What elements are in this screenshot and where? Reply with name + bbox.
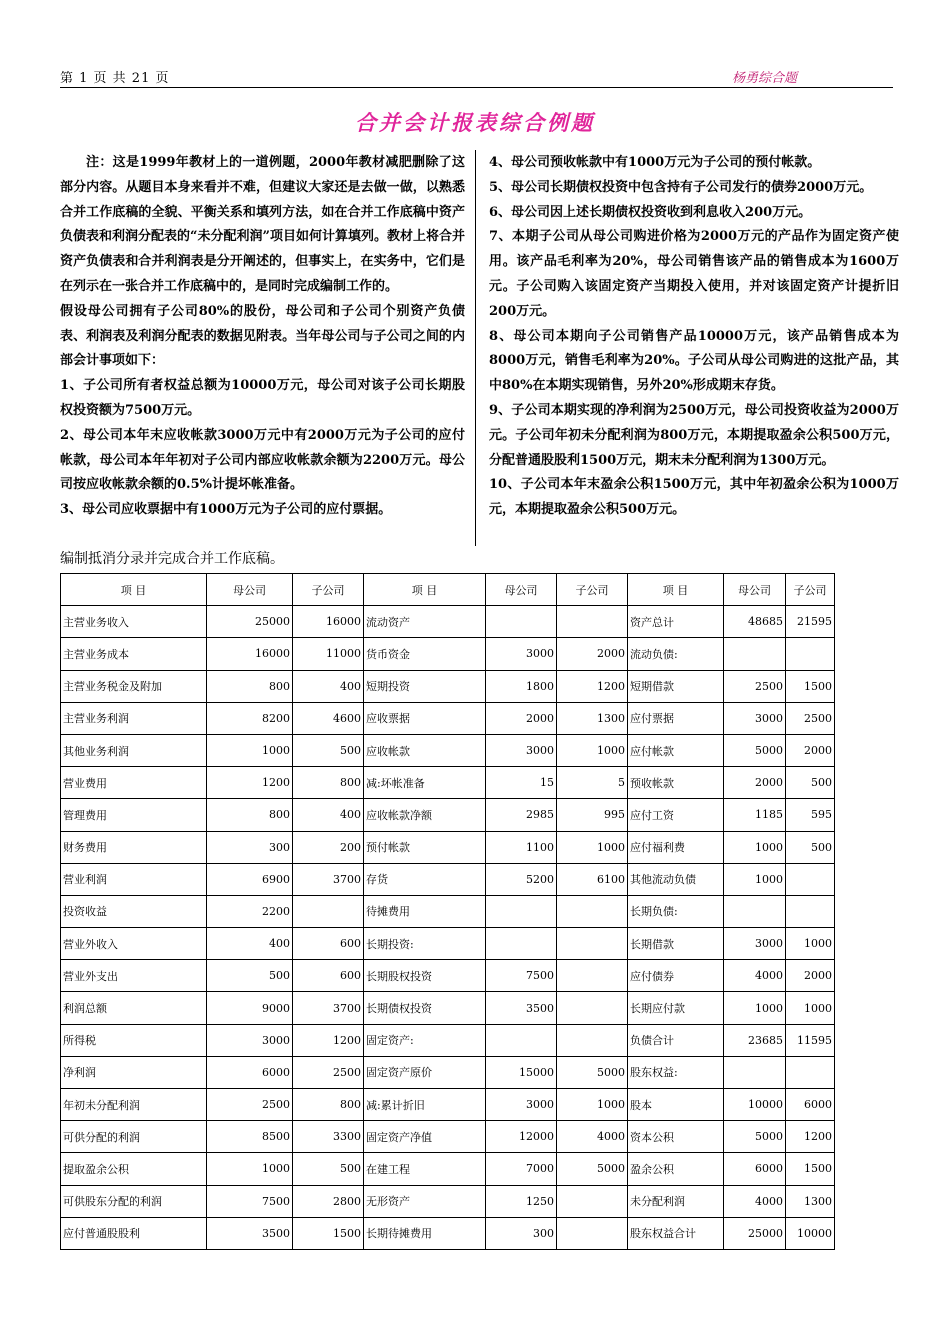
item-name-cell: 短期投资 [364,670,486,702]
amount-cell: 200 [293,831,364,863]
amount-cell: 7000 [486,1153,557,1185]
amount-cell: 400 [293,670,364,702]
amount-cell: 3500 [207,1217,293,1249]
item-name-cell: 营业外收入 [61,928,207,960]
amount-cell: 1000 [786,992,835,1024]
amount-cell: 500 [207,960,293,992]
item-name-cell: 利润总额 [61,992,207,1024]
amount-cell: 600 [293,928,364,960]
amount-cell: 6000 [724,1153,786,1185]
amount-cell: 600 [293,960,364,992]
table-row [61,702,835,734]
amount-cell [557,1217,628,1249]
table-row [61,863,835,895]
item-name-cell: 预付帐款 [364,831,486,863]
item-name-cell: 营业利润 [61,863,207,895]
amount-cell [786,638,835,670]
table-row [61,670,835,702]
amount-cell: 7500 [486,960,557,992]
table-row [61,1217,835,1249]
amount-cell: 16000 [293,606,364,638]
amount-cell: 2000 [786,960,835,992]
amount-cell: 500 [786,767,835,799]
amount-cell: 10000 [724,1089,786,1121]
amount-cell [557,992,628,1024]
amount-cell: 5000 [557,1153,628,1185]
right-column [489,151,899,523]
item-2: 2、母公司本年末应收帐款3000万元中有2000万元为子公司的应付帐款，母公司本年年初对子公司内部应收帐款余额为2200万元。母公司按应收帐款余额的0.5%计提坏帐准备。 [60,427,465,493]
item-name-cell: 资产总计 [628,606,724,638]
amount-cell [557,1024,628,1056]
amount-cell: 21595 [786,606,835,638]
item-name-cell: 减:累计折旧 [364,1089,486,1121]
amount-cell: 400 [207,928,293,960]
table-row [61,767,835,799]
item-name-cell: 长期借款 [628,928,724,960]
amount-cell: 48685 [724,606,786,638]
column-header: 母公司 [724,574,786,606]
item-name-cell: 股东权益合计 [628,1217,724,1249]
amount-cell [724,638,786,670]
amount-cell: 5000 [557,1056,628,1088]
amount-cell [724,1056,786,1088]
item-name-cell: 所得税 [61,1024,207,1056]
amount-cell: 5000 [724,734,786,766]
item-7: 7、本期子公司从母公司购进价格为2000万元的产品作为固定资产使用。该产品毛利率为20%，母公司销售该产品的销售成本为1600万元。子公司购入该固定资产当期投入使用，并对该固定资产计提折旧200万元。 [489,229,899,319]
amount-cell: 1300 [557,702,628,734]
column-header: 项 目 [61,574,207,606]
table-header-row [61,574,835,606]
amount-cell: 6900 [207,863,293,895]
amount-cell [557,928,628,960]
amount-cell [724,895,786,927]
amount-cell: 2500 [786,702,835,734]
amount-cell: 3500 [486,992,557,1024]
amount-cell: 1300 [786,1185,835,1217]
item-name-cell: 减:坏帐准备 [364,767,486,799]
item-name-cell: 流动资产 [364,606,486,638]
table-row [61,1185,835,1217]
item-name-cell: 应付福利费 [628,831,724,863]
amount-cell: 23685 [724,1024,786,1056]
item-name-cell: 长期应付款 [628,992,724,1024]
item-name-cell: 投资收益 [61,895,207,927]
amount-cell: 2000 [486,702,557,734]
amount-cell: 595 [786,799,835,831]
item-5: 5、母公司长期债权投资中包含持有子公司发行的债券2000万元。 [489,179,873,195]
amount-cell: 800 [293,1089,364,1121]
item-name-cell: 股本 [628,1089,724,1121]
amount-cell: 1000 [786,928,835,960]
amount-cell: 1500 [786,1153,835,1185]
item-name-cell: 固定资产净值 [364,1121,486,1153]
item-name-cell: 应收帐款净额 [364,799,486,831]
amount-cell: 11000 [293,638,364,670]
amount-cell: 3700 [293,992,364,1024]
amount-cell [486,606,557,638]
item-name-cell: 长期待摊费用 [364,1217,486,1249]
amount-cell: 1000 [724,992,786,1024]
item-name-cell: 短期借款 [628,670,724,702]
amount-cell: 1000 [724,831,786,863]
item-name-cell: 未分配利润 [628,1185,724,1217]
page-header [60,67,893,88]
amount-cell [786,1056,835,1088]
amount-cell: 3000 [486,638,557,670]
amount-cell: 800 [207,799,293,831]
amount-cell: 3000 [724,928,786,960]
amount-cell: 1100 [486,831,557,863]
item-name-cell: 长期债权投资 [364,992,486,1024]
amount-cell: 4000 [724,960,786,992]
item-name-cell: 预收帐款 [628,767,724,799]
item-name-cell: 营业费用 [61,767,207,799]
item-name-cell: 固定资产原价 [364,1056,486,1088]
amount-cell: 1500 [293,1217,364,1249]
column-header: 子公司 [786,574,835,606]
amount-cell: 2200 [207,895,293,927]
amount-cell: 4000 [724,1185,786,1217]
amount-cell: 5000 [724,1121,786,1153]
item-name-cell: 负债合计 [628,1024,724,1056]
amount-cell: 3700 [293,863,364,895]
amount-cell: 4000 [557,1121,628,1153]
item-name-cell: 营业外支出 [61,960,207,992]
table-row [61,1121,835,1153]
item-name-cell: 提取盈余公积 [61,1153,207,1185]
item-name-cell: 固定资产: [364,1024,486,1056]
item-name-cell: 资本公积 [628,1121,724,1153]
amount-cell: 3000 [486,734,557,766]
item-3: 3、母公司应收票据中有1000万元为子公司的应付票据。 [60,502,392,518]
amount-cell: 2500 [724,670,786,702]
amount-cell: 10000 [786,1217,835,1249]
item-10: 10、子公司本年末盈余公积1500万元，其中年初盈余公积为1000万元，本期提取盈余公积500万元。 [489,477,899,518]
amount-cell: 3000 [724,702,786,734]
table-row [61,1024,835,1056]
item-name-cell: 在建工程 [364,1153,486,1185]
amount-cell: 2800 [293,1185,364,1217]
item-name-cell: 主营业务收入 [61,606,207,638]
amount-cell: 300 [207,831,293,863]
item-name-cell: 无形资产 [364,1185,486,1217]
item-name-cell: 年初未分配利润 [61,1089,207,1121]
item-name-cell: 应收票据 [364,702,486,734]
amount-cell: 15 [486,767,557,799]
item-name-cell: 长期股权投资 [364,960,486,992]
amount-cell [557,895,628,927]
table-row [61,606,835,638]
table-row [61,895,835,927]
item-name-cell: 主营业务利润 [61,702,207,734]
amount-cell: 1200 [786,1121,835,1153]
item-4: 4、母公司预收帐款中有1000万元为子公司的预付帐款。 [489,155,821,170]
amount-cell: 1000 [207,1153,293,1185]
amount-cell [293,895,364,927]
amount-cell: 8200 [207,702,293,734]
column-header: 母公司 [486,574,557,606]
amount-cell: 2985 [486,799,557,831]
column-header: 母公司 [207,574,293,606]
amount-cell: 1000 [724,863,786,895]
item-name-cell: 盈余公积 [628,1153,724,1185]
amount-cell: 6000 [786,1089,835,1121]
item-name-cell: 主营业务成本 [61,638,207,670]
amount-cell: 1200 [293,1024,364,1056]
item-name-cell: 应付票据 [628,702,724,734]
table-row [61,1056,835,1088]
item-name-cell: 其他业务利润 [61,734,207,766]
column-divider [475,150,476,546]
table-row [61,1153,835,1185]
amount-cell: 15000 [486,1056,557,1088]
item-name-cell: 应付帐款 [628,734,724,766]
amount-cell: 16000 [207,638,293,670]
amount-cell [557,1185,628,1217]
amount-cell [486,928,557,960]
item-name-cell: 待摊费用 [364,895,486,927]
amount-cell: 2000 [557,638,628,670]
item-name-cell: 应收帐款 [364,734,486,766]
header-author: 杨勇综合题 [731,71,797,86]
amount-cell: 1000 [557,734,628,766]
item-name-cell: 货币资金 [364,638,486,670]
amount-cell: 3300 [293,1121,364,1153]
amount-cell: 25000 [207,606,293,638]
item-8: 8、母公司本期向子公司销售产品10000万元，该产品销售成本为8000万元，销售毛利率为20%。子公司从母公司购进的这批产品，其中80%在本期实现销售，另外20%形成期末存货。 [489,328,899,394]
item-name-cell: 应付债券 [628,960,724,992]
amount-cell [557,606,628,638]
item-name-cell: 应付普通股股利 [61,1217,207,1249]
column-header: 项 目 [364,574,486,606]
table-row [61,960,835,992]
item-name-cell: 长期负债: [628,895,724,927]
amount-cell [557,960,628,992]
page-info: 第 1 页 共 21 页 [60,71,170,86]
left-column [60,151,465,523]
amount-cell: 300 [486,1217,557,1249]
amount-cell: 1000 [557,831,628,863]
amount-cell: 1200 [207,767,293,799]
item-1: 1、子公司所有者权益总额为10000万元，母公司对该子公司长期股权投资额为7500万元。 [60,378,465,418]
amount-cell: 500 [786,831,835,863]
amount-cell: 7500 [207,1185,293,1217]
table-row [61,928,835,960]
amount-cell: 3000 [486,1089,557,1121]
table-row [61,831,835,863]
item-name-cell: 净利润 [61,1056,207,1088]
amount-cell: 6000 [207,1056,293,1088]
amount-cell: 25000 [724,1217,786,1249]
amount-cell: 1000 [557,1089,628,1121]
amount-cell: 6100 [557,863,628,895]
amount-cell: 2500 [293,1056,364,1088]
amount-cell [486,1024,557,1056]
amount-cell: 2000 [786,734,835,766]
table-row [61,734,835,766]
amount-cell: 1500 [786,670,835,702]
amount-cell: 800 [293,767,364,799]
amount-cell: 2500 [207,1089,293,1121]
amount-cell: 9000 [207,992,293,1024]
amount-cell: 5200 [486,863,557,895]
table-row [61,992,835,1024]
amount-cell: 1250 [486,1185,557,1217]
amount-cell: 5 [557,767,628,799]
assumption-paragraph: 假设母公司拥有子公司80%的股份，母公司和子公司个别资产负债表、利润表及利润分配表的数据见附表。当年母公司与子公司之间的内部会计事项如下： [60,303,465,369]
amount-cell: 400 [293,799,364,831]
table-row [61,799,835,831]
note-paragraph: 注：这是1999年教材上的一道例题，2000年教材减肥删除了这部分内容。从题目本身来看并不难，但建议大家还是去做一做，以熟悉合并工作底稿的全貌、平衡关系和填列方法，如在合并工作底稿中资产负债表和利润分配表的“未分配利润”项目如何计算填列。教材上将合并资产负债表和合并利润表是分开阐述的，但事实上，在实务中，它们是在列示在一张合并工作底稿中的，是同时完成编制工作的。 [60,155,465,294]
amount-cell [486,895,557,927]
amount-cell: 8500 [207,1121,293,1153]
column-header: 子公司 [293,574,364,606]
amount-cell: 2000 [724,767,786,799]
column-header: 项 目 [628,574,724,606]
amount-cell: 4600 [293,702,364,734]
item-name-cell: 应付工资 [628,799,724,831]
item-name-cell: 管理费用 [61,799,207,831]
table-row [61,1089,835,1121]
financial-statements-table [60,573,835,1250]
amount-cell: 500 [293,734,364,766]
item-name-cell: 长期投资: [364,928,486,960]
amount-cell [786,895,835,927]
amount-cell: 800 [207,670,293,702]
item-name-cell: 可供分配的利润 [61,1121,207,1153]
item-name-cell: 流动负债: [628,638,724,670]
amount-cell: 1200 [557,670,628,702]
amount-cell: 1000 [207,734,293,766]
column-header: 子公司 [557,574,628,606]
amount-cell: 1800 [486,670,557,702]
document-title: 合并会计报表综合例题 [355,110,595,135]
amount-cell: 12000 [486,1121,557,1153]
amount-cell: 995 [557,799,628,831]
item-6: 6、母公司因上述长期债权投资收到利息收入200万元。 [489,204,812,220]
table-row [61,638,835,670]
amount-cell: 11595 [786,1024,835,1056]
item-name-cell: 股东权益: [628,1056,724,1088]
amount-cell [786,863,835,895]
item-name-cell: 财务费用 [61,831,207,863]
item-name-cell: 主营业务税金及附加 [61,670,207,702]
item-name-cell: 可供股东分配的利润 [61,1185,207,1217]
amount-cell: 3000 [207,1024,293,1056]
item-name-cell: 存货 [364,863,486,895]
item-9: 9、子公司本期实现的净利润为2500万元，母公司投资收益为2000万元。子公司年初未分配利润为800万元，本期提取盈余公积500万元，分配普通股股利1500万元，期末未分配利润为1300万元。 [489,402,899,468]
amount-cell: 1185 [724,799,786,831]
instruction-text: 编制抵消分录并完成合并工作底稿。 [60,551,284,567]
item-name-cell: 其他流动负债 [628,863,724,895]
amount-cell: 500 [293,1153,364,1185]
